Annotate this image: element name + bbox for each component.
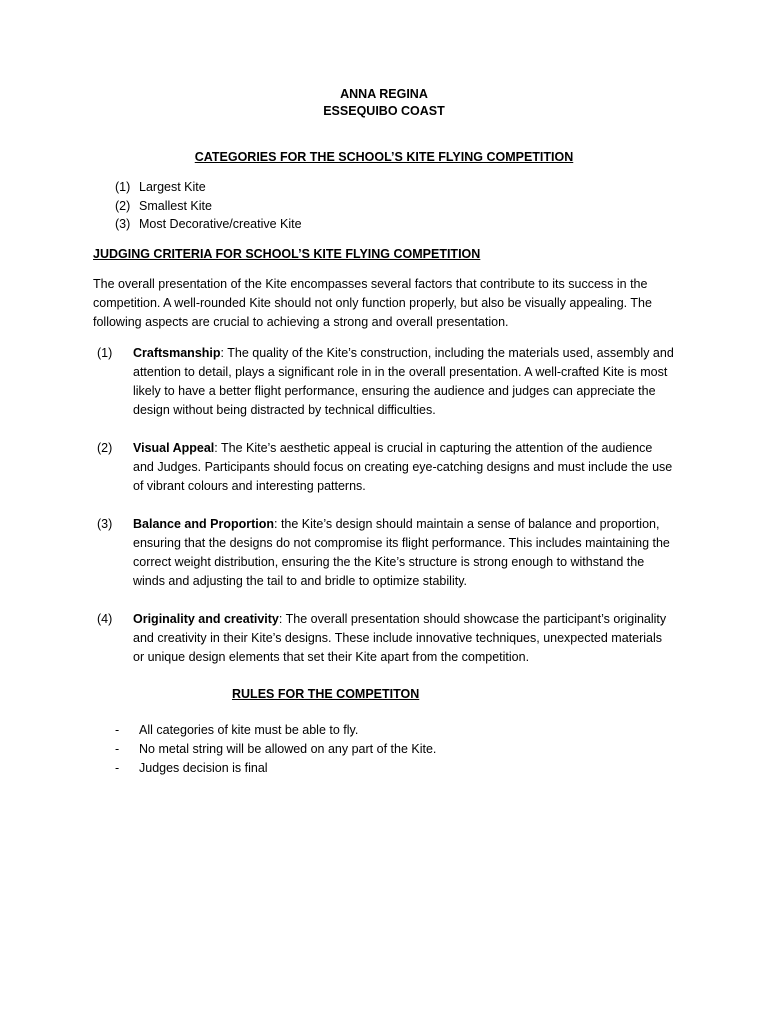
rules-heading-text: RULES FOR THE COMPETITON (232, 686, 420, 701)
list-dash: - (115, 722, 120, 737)
list-item (115, 197, 675, 216)
criteria-number: (2) (97, 440, 113, 455)
list-item (115, 178, 675, 197)
list-item-text: All categories of kite must be able to fly. (139, 722, 359, 737)
list-item-number: (1) (115, 180, 131, 194)
criteria-list (93, 344, 675, 667)
list-item (115, 721, 675, 740)
list-dash: - (115, 760, 120, 775)
criteria-description: : The Kite’s aesthetic appeal is crucial in capturing the attention of the audience and Judges. Participants should focus on creating eye-catching designs and must include the use of vibrant colours and interesting patterns. (133, 440, 673, 493)
header-line-2: ESSEQUIBO COAST (323, 104, 445, 118)
list-item (115, 740, 675, 759)
list-dash: - (115, 741, 120, 756)
rules-list (93, 721, 675, 778)
rules-heading (232, 686, 675, 703)
criteria-item (93, 344, 675, 420)
criteria-body (133, 344, 675, 420)
judging-heading-text: JUDGING CRITERIA FOR SCHOOL’S KITE FLYING COMPETITION (93, 246, 481, 261)
criteria-item (93, 515, 675, 591)
categories-heading (93, 149, 675, 166)
document-page (93, 86, 675, 778)
judging-intro-paragraph: The overall presentation of the Kite encompasses several factors that contribute to its success in the competition. A well-rounded Kite should not only function properly, but also be visually appealing. The following aspects are crucial to achieving a strong and overall presentation. (93, 276, 652, 329)
criteria-number: (1) (97, 345, 113, 360)
list-item (115, 759, 675, 778)
list-item (115, 215, 675, 234)
criteria-description: : The quality of the Kite’s construction, including the materials used, assembly and attention to detail, plays a significant role in in the overall presentation. A well-crafted Kite is most likely to have a better flight performance, ensuring the audience and judges can appreciate the design without being distracted by technical difficulties. (133, 345, 674, 417)
list-item-number: (3) (115, 217, 131, 231)
criteria-term: Craftsmanship (133, 345, 221, 360)
categories-list (93, 178, 675, 234)
criteria-item (93, 610, 675, 667)
judging-heading (93, 246, 675, 263)
list-item-number: (2) (115, 198, 131, 213)
categories-heading-text: CATEGORIES FOR THE SCHOOL’S KITE FLYING COMPETITION (194, 150, 574, 164)
criteria-item (93, 439, 675, 496)
criteria-term: Visual Appeal (133, 440, 215, 455)
criteria-body (133, 610, 675, 667)
list-item-text: No metal string will be allowed on any part of the Kite. (139, 741, 437, 756)
list-item-text: Largest Kite (139, 180, 206, 194)
criteria-body (133, 515, 675, 591)
list-item-text: Smallest Kite (139, 198, 212, 213)
criteria-description: : the Kite’s design should maintain a sense of balance and proportion, ensuring that the designs do not compromise its flight performance. This includes maintaining the correct weight distribution, ensuring the the Kite’s structure is strong enough to withstand the winds and adjusting the tail to and bridle to optimize stability. (133, 516, 670, 588)
list-item-text: Judges decision is final (139, 760, 268, 775)
criteria-body (133, 439, 675, 496)
criteria-description: : The overall presentation should showcase the participant’s originality and creativity in their Kite’s designs. These include innovative techniques, unexpected materials or unique design elements that set their Kite apart from the competition. (133, 611, 667, 664)
header-line-1: ANNA REGINA (340, 87, 428, 101)
criteria-term: Balance and Proportion (133, 516, 274, 531)
list-item-text: Most Decorative/creative Kite (139, 217, 302, 231)
criteria-number: (4) (97, 611, 113, 626)
criteria-number: (3) (97, 516, 113, 531)
criteria-term: Originality and creativity (133, 611, 279, 626)
